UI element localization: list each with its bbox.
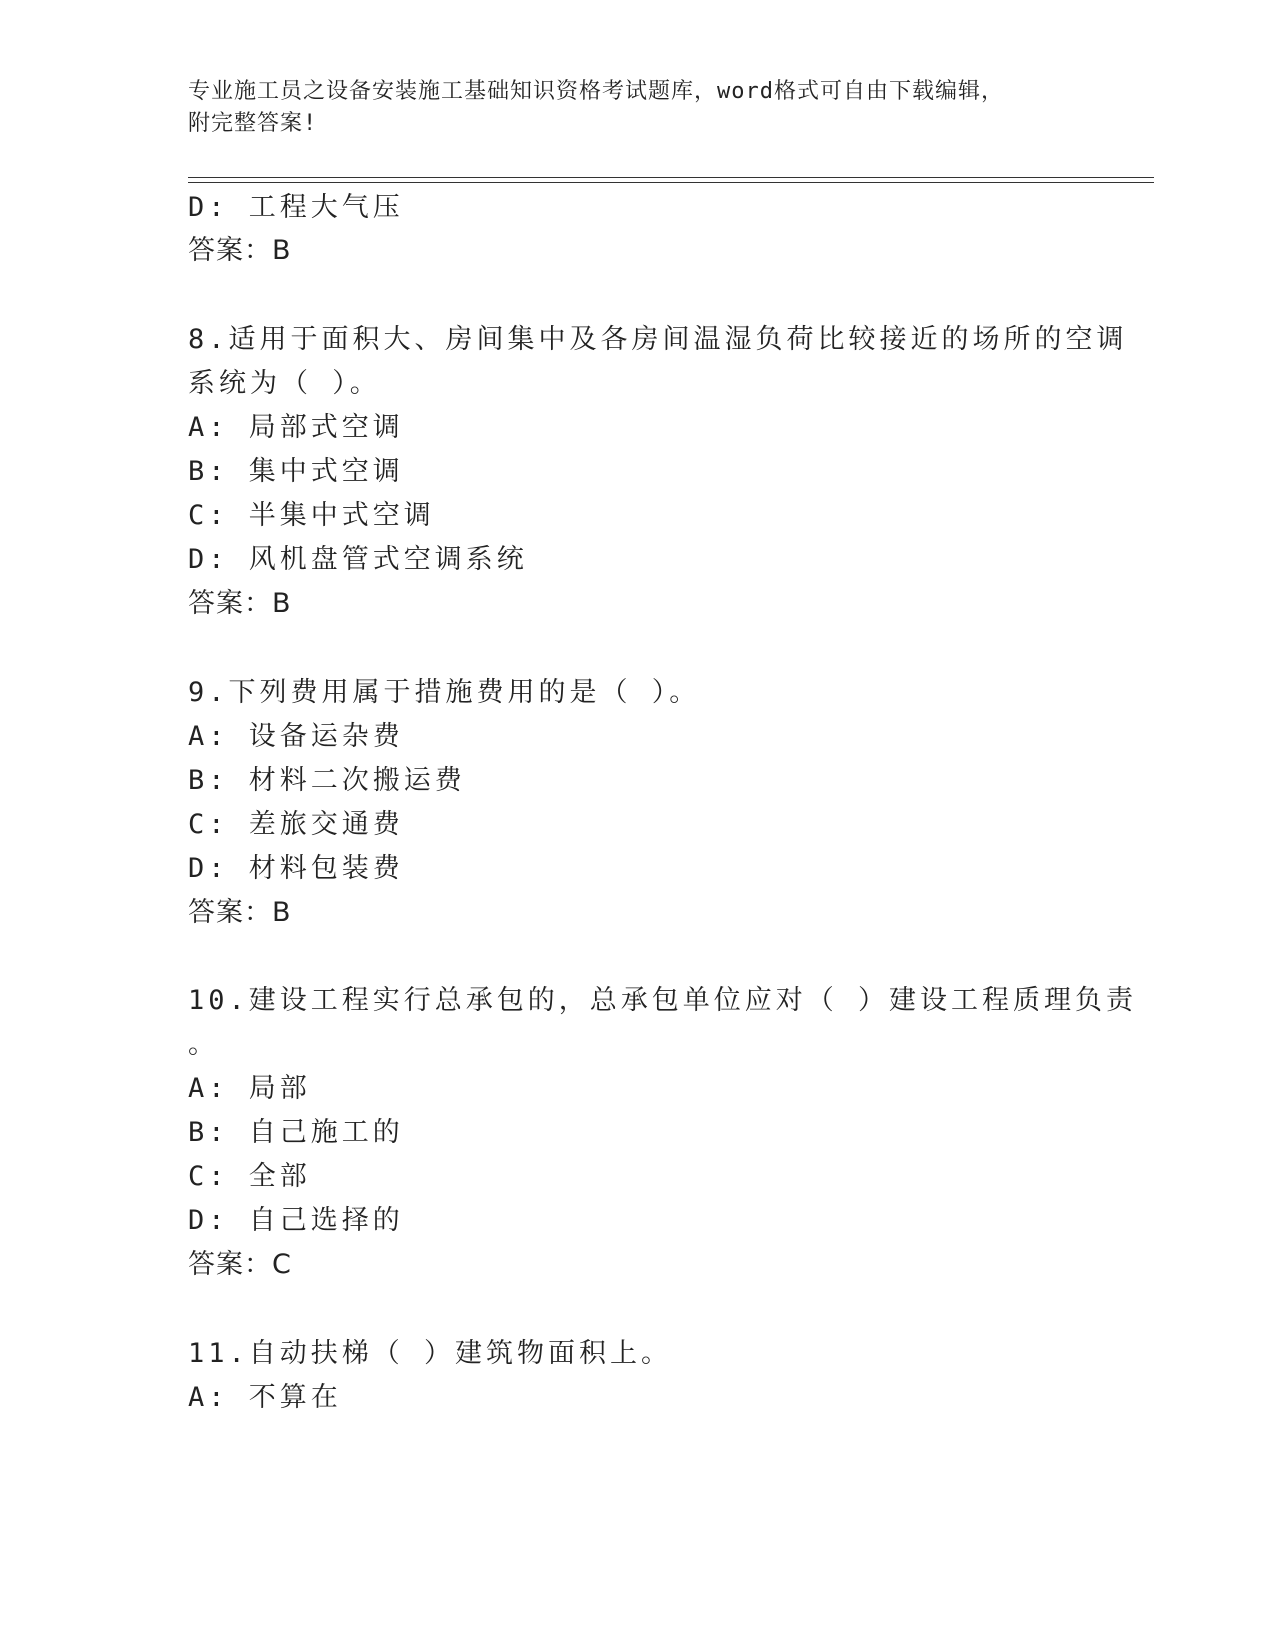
header-divider-bottom <box>188 182 1154 183</box>
option-a: A: 设备运杂费 <box>188 721 404 752</box>
question-stem: 8.适用于面积大、房间集中及各房间温湿负荷比较接近的场所的空调 <box>188 324 1128 355</box>
answer-line: 答案：C <box>188 1249 292 1280</box>
question-stem-continued: 系统为（ ）。 <box>188 368 381 399</box>
document-header <box>188 76 1068 140</box>
header-divider-top <box>188 177 1154 178</box>
option-a: A: 不算在 <box>188 1382 342 1413</box>
option-d: D: 自己选择的 <box>188 1205 404 1236</box>
option-a: A: 局部 <box>188 1073 311 1104</box>
question-stem: 11.自动扶梯（ ）建筑物面积上。 <box>188 1338 673 1369</box>
option-d: D: 风机盘管式空调系统 <box>188 544 528 575</box>
option-a: A: 局部式空调 <box>188 412 404 443</box>
answer-line: 答案：B <box>188 897 292 928</box>
option-d: D: 工程大气压 <box>188 192 404 223</box>
option-d: D: 材料包装费 <box>188 853 404 884</box>
question-stem: 10.建设工程实行总承包的，总承包单位应对（ ）建设工程质理负责 <box>188 985 1138 1016</box>
option-c: C: 半集中式空调 <box>188 500 435 531</box>
answer-line: 答案：B <box>188 588 292 619</box>
option-b: B: 自己施工的 <box>188 1117 404 1148</box>
question-stem-continued: 。 <box>188 1029 219 1060</box>
option-c: C: 差旅交通费 <box>188 809 404 840</box>
answer-line: 答案：B <box>188 235 292 266</box>
option-c: C: 全部 <box>188 1161 311 1192</box>
option-b: B: 材料二次搬运费 <box>188 765 466 796</box>
question-stem: 9.下列费用属于措施费用的是（ ）。 <box>188 677 701 708</box>
option-b: B: 集中式空调 <box>188 456 404 487</box>
header-line-2: 附完整答案! <box>188 111 318 136</box>
header-line-1: 专业施工员之设备安装施工基础知识资格考试题库，word格式可自由下载编辑， <box>188 79 1004 104</box>
